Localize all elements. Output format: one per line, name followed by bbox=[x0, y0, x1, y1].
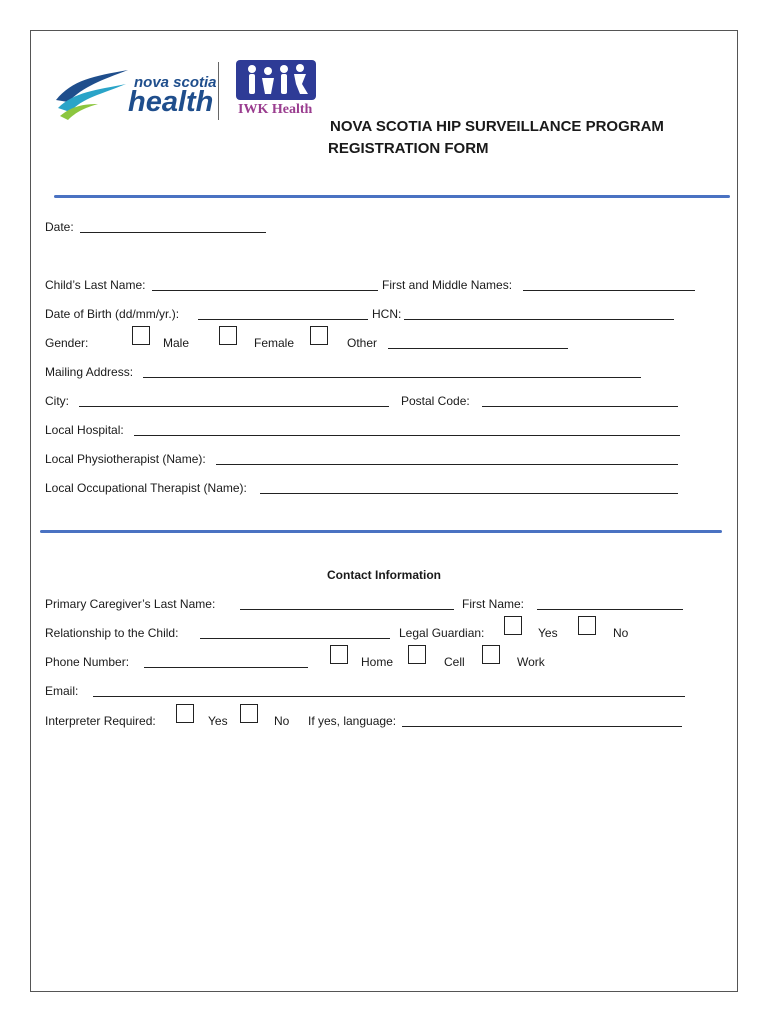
caregiver-first-name-label: First Name: bbox=[462, 597, 525, 611]
phone-cell-checkbox[interactable] bbox=[408, 645, 426, 664]
date-field[interactable] bbox=[80, 232, 266, 233]
logo-separator bbox=[218, 62, 219, 120]
local-physiotherapist-field[interactable] bbox=[216, 464, 678, 465]
mailing-address-label: Mailing Address: bbox=[45, 365, 134, 379]
date-of-birth-field[interactable] bbox=[198, 319, 368, 320]
email-label: Email: bbox=[45, 684, 79, 698]
iwk-logo-text: IWK Health bbox=[238, 102, 313, 117]
local-hospital-label: Local Hospital: bbox=[45, 423, 124, 437]
city-label: City: bbox=[45, 394, 69, 408]
relationship-label: Relationship to the Child: bbox=[45, 626, 179, 640]
caregiver-last-name-label: Primary Caregiver’s Last Name: bbox=[45, 597, 216, 611]
gender-male-label: Male bbox=[163, 336, 190, 350]
relationship-field[interactable] bbox=[200, 638, 390, 639]
gender-female-label: Female bbox=[254, 336, 295, 350]
form-title-line1: NOVA SCOTIA HIP SURVEILLANCE PROGRAM bbox=[330, 118, 664, 135]
legal-guardian-label: Legal Guardian: bbox=[399, 626, 485, 640]
iwk-health-logo bbox=[236, 60, 320, 122]
date-of-birth-label: Date of Birth (dd/mm/yr.): bbox=[45, 307, 180, 321]
phone-number-field[interactable] bbox=[144, 667, 308, 668]
email-field[interactable] bbox=[93, 696, 685, 697]
legal-guardian-yes-checkbox[interactable] bbox=[504, 616, 522, 635]
legal-guardian-no-checkbox[interactable] bbox=[578, 616, 596, 635]
child-last-name-field[interactable] bbox=[152, 290, 378, 291]
phone-home-checkbox[interactable] bbox=[330, 645, 348, 664]
nsh-logo-line2: health bbox=[128, 86, 214, 118]
phone-home-label: Home bbox=[361, 655, 394, 669]
nova-scotia-health-logo bbox=[54, 62, 217, 124]
local-hospital-field[interactable] bbox=[134, 435, 680, 436]
legal-guardian-no-label: No bbox=[613, 626, 629, 640]
gender-other-checkbox[interactable] bbox=[310, 326, 328, 345]
hcn-field[interactable] bbox=[404, 319, 674, 320]
phone-number-label: Phone Number: bbox=[45, 655, 130, 669]
phone-cell-label: Cell bbox=[444, 655, 465, 669]
first-middle-names-field[interactable] bbox=[523, 290, 695, 291]
contact-information-heading: Contact Information bbox=[327, 568, 441, 582]
first-middle-names-label: First and Middle Names: bbox=[382, 278, 513, 292]
iwk-figures-icon bbox=[236, 60, 316, 100]
gender-other-field[interactable] bbox=[388, 348, 568, 349]
gender-other-label: Other bbox=[347, 336, 378, 350]
nsh-wave-icon bbox=[54, 62, 134, 122]
local-occupational-therapist-label: Local Occupational Therapist (Name): bbox=[45, 481, 247, 495]
postal-code-label: Postal Code: bbox=[401, 394, 470, 408]
caregiver-last-name-field[interactable] bbox=[240, 609, 454, 610]
form-page bbox=[30, 30, 738, 992]
phone-work-checkbox[interactable] bbox=[482, 645, 500, 664]
form-title-line2: REGISTRATION FORM bbox=[328, 140, 489, 157]
local-occupational-therapist-field[interactable] bbox=[260, 493, 678, 494]
mailing-address-field[interactable] bbox=[143, 377, 641, 378]
section-divider bbox=[40, 530, 722, 533]
caregiver-first-name-field[interactable] bbox=[537, 609, 683, 610]
interpreter-yes-label: Yes bbox=[208, 714, 228, 728]
interpreter-language-field[interactable] bbox=[402, 726, 682, 727]
header-divider bbox=[54, 195, 730, 198]
interpreter-required-label: Interpreter Required: bbox=[45, 714, 156, 728]
nsh-logo-line1: nova scotia bbox=[134, 74, 217, 91]
phone-work-label: Work bbox=[517, 655, 545, 669]
interpreter-yes-checkbox[interactable] bbox=[176, 704, 194, 723]
interpreter-no-checkbox[interactable] bbox=[240, 704, 258, 723]
gender-female-checkbox[interactable] bbox=[219, 326, 237, 345]
interpreter-language-label: If yes, language: bbox=[308, 714, 397, 728]
legal-guardian-yes-label: Yes bbox=[538, 626, 558, 640]
city-field[interactable] bbox=[79, 406, 389, 407]
interpreter-no-label: No bbox=[274, 714, 290, 728]
gender-male-checkbox[interactable] bbox=[132, 326, 150, 345]
local-physiotherapist-label: Local Physiotherapist (Name): bbox=[45, 452, 206, 466]
postal-code-field[interactable] bbox=[482, 406, 678, 407]
hcn-label: HCN: bbox=[372, 307, 402, 321]
date-label: Date: bbox=[45, 220, 74, 234]
gender-label: Gender: bbox=[45, 336, 89, 350]
child-last-name-label: Child’s Last Name: bbox=[45, 278, 146, 292]
